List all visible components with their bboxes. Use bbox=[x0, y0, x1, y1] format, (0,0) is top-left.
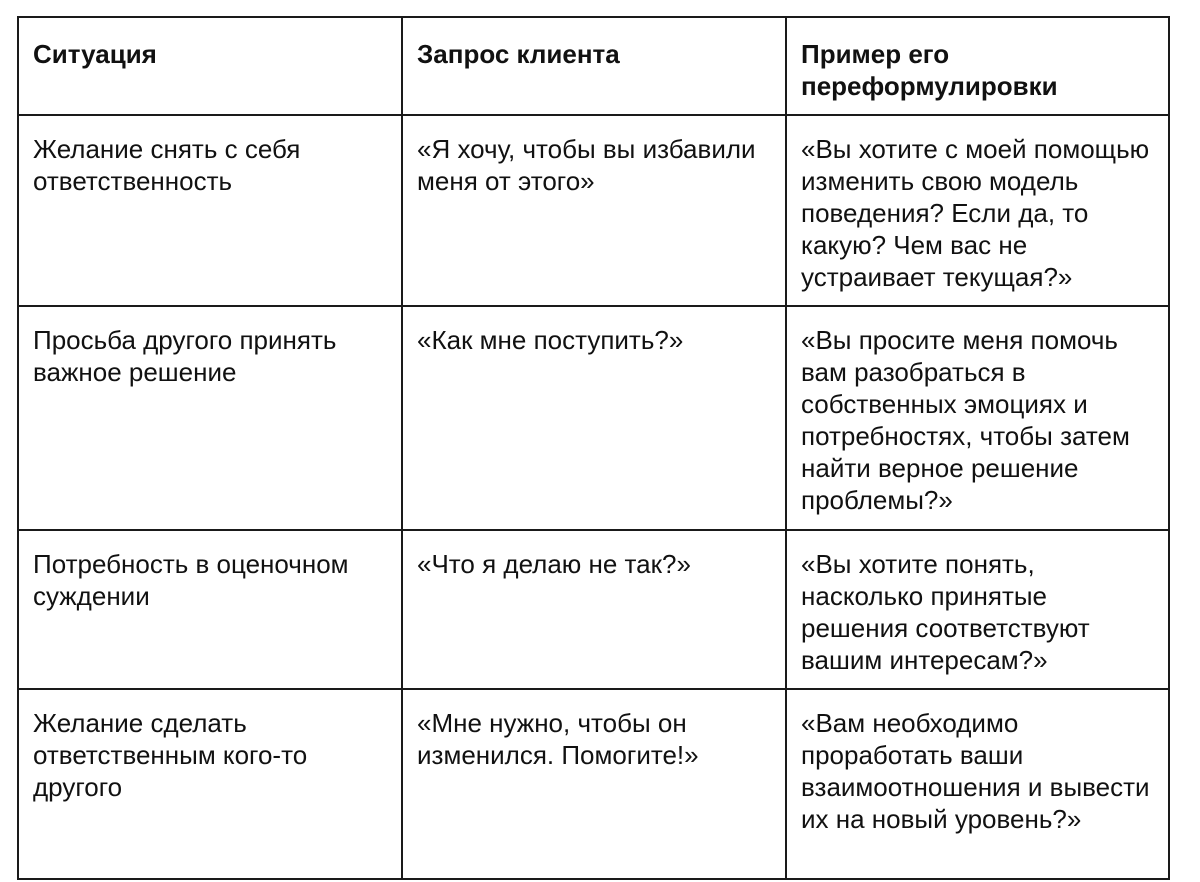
reformulation-cell bbox=[786, 115, 1169, 306]
request-text: «Мне нужно, чтобы он изменился. Помогите!» bbox=[417, 708, 699, 770]
table-row bbox=[18, 306, 1169, 530]
request-text: «Что я делаю не так?» bbox=[417, 549, 691, 579]
request-cell bbox=[402, 530, 786, 689]
header-reformulation-example-text: Пример его переформулировки bbox=[801, 39, 1058, 101]
request-text: «Как мне поступить?» bbox=[417, 325, 684, 355]
situation-text: Желание сделать ответственным кого-то другого bbox=[33, 708, 308, 802]
request-cell bbox=[402, 306, 786, 530]
header-situation-text: Ситуация bbox=[33, 39, 157, 69]
reformulation-cell bbox=[786, 530, 1169, 689]
situation-text: Просьба другого принять важное решение bbox=[33, 325, 337, 387]
reformulation-table bbox=[17, 16, 1170, 880]
reformulation-text: «Вы хотите с моей помощью изменить свою модель поведения? Если да, то какую? Чем вас не устраивает текущая?» bbox=[801, 134, 1150, 292]
header-client-request-text: Запрос клиента bbox=[417, 39, 620, 69]
reformulation-text: «Вам необходимо проработать ваши взаимоотношения и вывести их на новый уровень?» bbox=[801, 708, 1150, 834]
header-client-request bbox=[402, 17, 786, 115]
situation-cell bbox=[18, 115, 402, 306]
reformulation-cell bbox=[786, 689, 1169, 879]
request-text: «Я хочу, чтобы вы избавили меня от этого» bbox=[417, 134, 756, 196]
reformulation-table-container bbox=[17, 16, 1170, 880]
table-row bbox=[18, 689, 1169, 879]
situation-cell bbox=[18, 689, 402, 879]
situation-cell bbox=[18, 530, 402, 689]
reformulation-text: «Вы просите меня помочь вам разобраться в собственных эмоциях и потребностях, чтобы затем найти верное решение проблемы?» bbox=[801, 325, 1130, 515]
situation-text: Потребность в оценочном суждении bbox=[33, 549, 349, 611]
header-reformulation-example bbox=[786, 17, 1169, 115]
request-cell bbox=[402, 115, 786, 306]
reformulation-text: «Вы хотите понять, насколько принятые решения соответствуют вашим интересам?» bbox=[801, 549, 1090, 675]
header-situation bbox=[18, 17, 402, 115]
request-cell bbox=[402, 689, 786, 879]
reformulation-cell bbox=[786, 306, 1169, 530]
table-row bbox=[18, 115, 1169, 306]
table-row bbox=[18, 530, 1169, 689]
table-header-row bbox=[18, 17, 1169, 115]
situation-text: Желание снять с себя ответственность bbox=[33, 134, 301, 196]
situation-cell bbox=[18, 306, 402, 530]
